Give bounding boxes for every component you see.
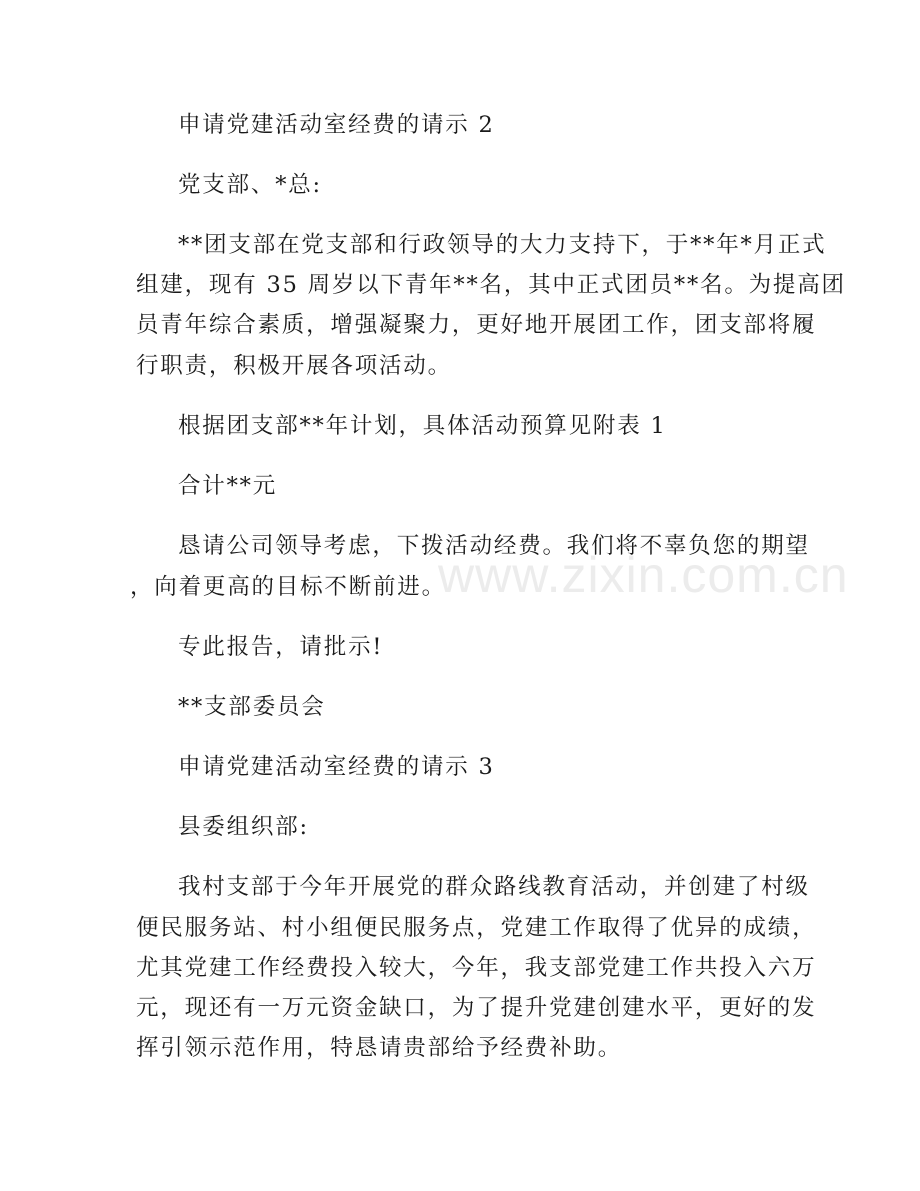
heading-request-2: 申请党建活动室经费的请示 2: [178, 112, 495, 138]
body-paragraph-2-line-1: 恳请公司领导考虑，下拨活动经费。我们将不辜负您的期望: [178, 533, 810, 559]
watermark: www.zixin.com.cn: [438, 547, 849, 603]
body-paragraph-3-line-5: 挥引领示范作用，特恳请贵部给予经费补助。: [136, 1035, 623, 1061]
addressee-party-branch: 党支部、*总:: [178, 172, 322, 198]
body-paragraph-3-line-3: 尤其党建工作经费投入较大，今年，我支部党建工作共投入六万: [136, 955, 817, 981]
body-paragraph-3-line-1: 我村支部于今年开展党的群众路线教育活动，并创建了村级: [178, 874, 810, 900]
body-paragraph-2-line-2: ，向着更高的目标不断前进。: [130, 574, 446, 600]
body-paragraph-1-line-2: 组建，现有 35 周岁以下青年**名，其中正式团员**名。为提高团: [136, 272, 846, 298]
heading-request-3: 申请党建活动室经费的请示 3: [178, 754, 495, 780]
body-paragraph-3-line-4: 元，现还有一万元资金缺口，为了提升党建创建水平，更好的发: [136, 995, 817, 1021]
body-paragraph-1-line-1: **团支部在党支部和行政领导的大力支持下，于**年*月正式: [178, 232, 827, 258]
body-paragraph-1-line-4: 行职责，积极开展各项活动。: [136, 353, 452, 379]
body-paragraph-1-line-3: 员青年综合素质，增强凝聚力，更好地开展团工作，团支部将履: [136, 312, 817, 338]
body-paragraph-3-line-2: 便民服务站、村小组便民服务点，党建工作取得了优异的成绩，: [136, 915, 817, 941]
addressee-county-committee: 县委组织部:: [178, 814, 309, 840]
budget-paragraph: 根据团支部**年计划，具体活动预算见附表 1: [178, 413, 667, 439]
closing-request: 专此报告，请批示!: [178, 634, 384, 660]
total-amount: 合计**元: [178, 473, 278, 499]
signature-committee: **支部委员会: [178, 694, 326, 720]
